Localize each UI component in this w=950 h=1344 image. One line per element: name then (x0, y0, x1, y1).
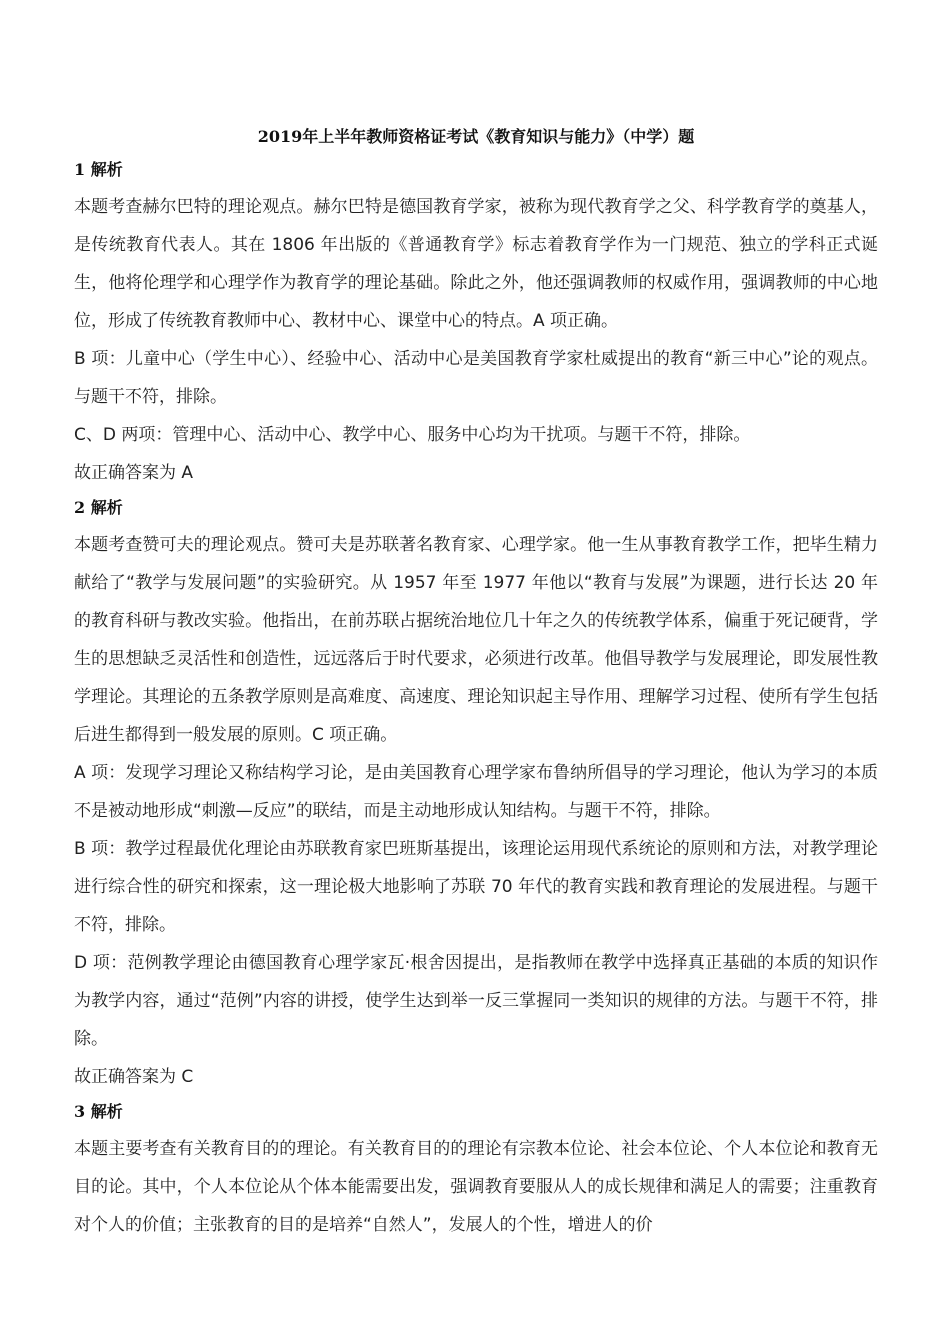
section-heading: 2 解析 (74, 498, 123, 517)
paragraph: B 项：教学过程最优化理论由苏联教育家巴班斯基提出，该理论运用现代系统论的原则和方法，对教学理论进行综合性的研究和探索，这一理论极大地影响了苏联 70 年代的教育实践和教育理论的发展进程。与题干不符，排除。 (74, 839, 878, 935)
section-heading: 1 解析 (74, 160, 123, 179)
paragraph: 本题考查赞可夫的理论观点。赞可夫是苏联著名教育家、心理学家。他一生从事教育教学工作，把毕生精力献给了“教学与发展问题”的实验研究。从 1957 年至 1977 年他以“教育与发展”为课题，进行长达 20 年的教育科研与教改实验。他指出，在前苏联占据统治地位几十年之久的传统教学体系，偏重于死记硬背，学生的思想缺乏灵活性和创造性，远远落后于时代要求，必须进行改革。他倡导教学与发展理论，即发展性教学理论。其理论的五条教学原则是高难度、高速度、理论知识起主导作用、理解学习过程、使所有学生包括后进生都得到一般发展的原则。C 项正确。 (74, 535, 878, 745)
section-3 (74, 1098, 878, 1244)
paragraph: A 项：发现学习理论又称结构学习论，是由美国教育心理学家布鲁纳所倡导的学习理论，他认为学习的本质不是被动地形成“刺激—反应”的联结，而是主动地形成认知结构。与题干不符，排除。 (74, 763, 878, 821)
paragraph: 本题主要考查有关教育目的的理论。有关教育目的的理论有宗教本位论、社会本位论、个人本位论和教育无目的论。其中，个人本位论从个体本能需要出发，强调教育要服从人的成长规律和满足人的需要；注重教育对个人的价值；主张教育的目的是培养“自然人”，发展人的个性，增进人的价 (74, 1139, 878, 1235)
answer-line: 故正确答案为 C (74, 1067, 194, 1087)
page-title: 2019年上半年教师资格证考试《教育知识与能力》（中学）题 (257, 127, 695, 146)
section-heading: 3 解析 (74, 1102, 123, 1121)
answer-line: 故正确答案为 A (74, 463, 194, 483)
section-1 (74, 156, 878, 492)
paragraph: 本题考查赫尔巴特的理论观点。赫尔巴特是德国教育学家，被称为现代教育学之父、科学教育学的奠基人，是传统教育代表人。其在 1806 年出版的《普通教育学》标志着教育学作为一门规范、独立的学科正式诞生，他将伦理学和心理学作为教育学的理论基础。除此之外，他还强调教师的权威作用，强调教师的中心地位，形成了传统教育教师中心、教材中心、课堂中心的特点。A 项正确。 (74, 197, 878, 331)
paragraph: C、D 两项：管理中心、活动中心、教学中心、服务中心均为干扰项。与题干不符，排除。 (74, 425, 751, 445)
section-2 (74, 494, 878, 1096)
paragraph: D 项：范例教学理论由德国教育心理学家瓦·根舍因提出，是指教师在教学中选择真正基础的本质的知识作为教学内容，通过“范例”内容的讲授，使学生达到举一反三掌握同一类知识的规律的方法。与题干不符，排除。 (74, 953, 878, 1049)
paragraph: B 项：儿童中心（学生中心）、经验中心、活动中心是美国教育学家杜威提出的教育“新三中心”论的观点。与题干不符，排除。 (74, 349, 878, 407)
